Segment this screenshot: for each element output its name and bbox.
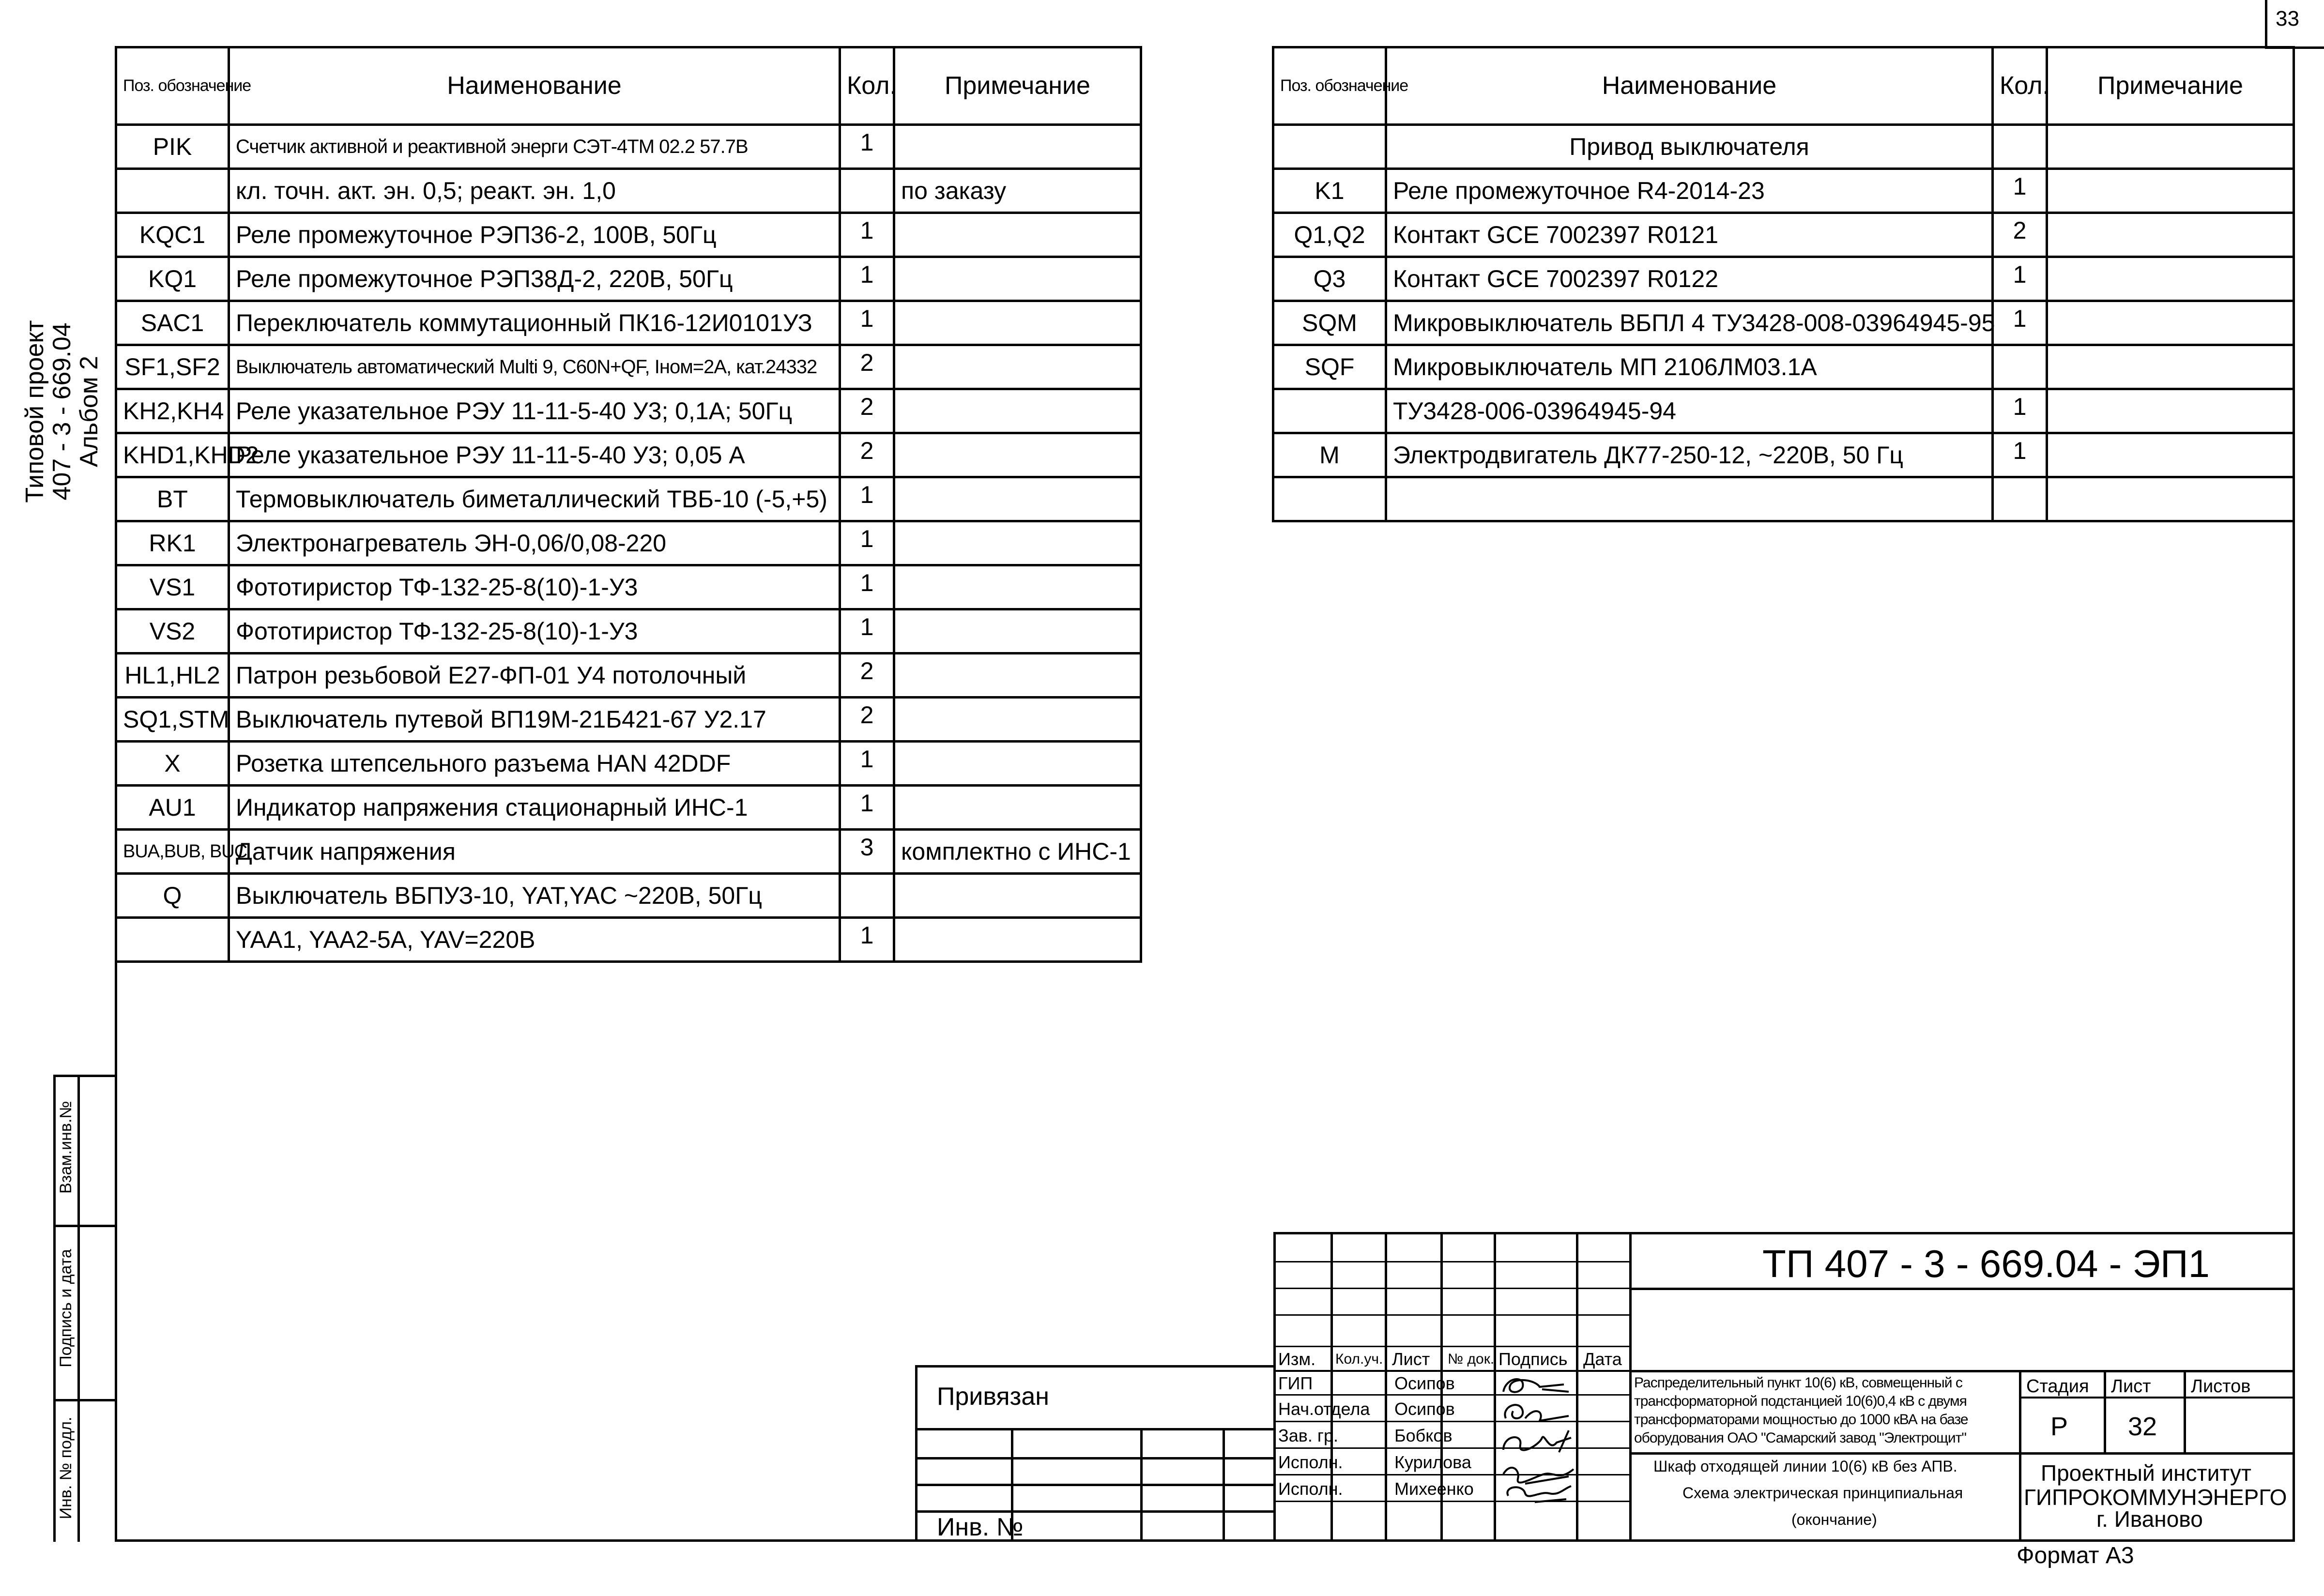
cell-name: Розетка штепсельного разъема HAN 42DDF	[229, 742, 840, 786]
table-row	[116, 786, 1141, 830]
cell-note	[894, 786, 1141, 830]
right-table-header-row	[1273, 47, 2294, 125]
table-row	[116, 565, 1141, 609]
cell-qty	[1993, 345, 2047, 389]
tb-role-5: Исполн.	[1278, 1479, 1343, 1499]
tb-name-2: Осипов	[1394, 1399, 1455, 1419]
table-row	[116, 830, 1141, 874]
table-row	[116, 918, 1141, 962]
tb-sheet-sheets-divider	[2184, 1370, 2186, 1452]
cell-name: Реле указательное РЭУ 11-11-5-40 У3; 0,1А; 50Гц	[229, 389, 840, 433]
table-row	[1273, 301, 2294, 345]
cell-qty: 1	[1993, 257, 2047, 301]
cell-qty: 1	[840, 742, 894, 786]
cell-qty: 2	[840, 654, 894, 698]
table-row	[116, 213, 1141, 257]
table-row	[116, 654, 1141, 698]
tb-org-line2: ГИПРОКОММУНЭНЕРГО	[2024, 1485, 2287, 1510]
tb-v2	[1385, 1232, 1387, 1542]
cell-name: Контакт GCE 7002397 R0122	[1386, 257, 1993, 301]
tb-col-sheet: Лист	[1392, 1349, 1430, 1369]
cell-qty: 1	[840, 565, 894, 609]
cell-pos	[1273, 389, 1386, 433]
tb-col-docnum: № док.	[1448, 1351, 1495, 1367]
tb-h3	[1273, 1314, 1632, 1316]
tb-left	[1273, 1232, 1276, 1542]
cell-qty: 1	[840, 477, 894, 521]
tb-stage-label: Стадия	[2026, 1376, 2089, 1397]
header-pos: Поз. обозначение	[1273, 47, 1386, 125]
table-row	[1273, 389, 2294, 433]
table-row	[116, 301, 1141, 345]
cell-qty: 1	[840, 257, 894, 301]
tb-col-change: Изм.	[1278, 1349, 1316, 1369]
cell-name: кл. точн. акт. эн. 0,5; реакт. эн. 1,0	[229, 169, 840, 213]
cell-name: Патрон резьбовой Е27-ФП-01 У4 потолочный	[229, 654, 840, 698]
cell-qty: 3	[840, 830, 894, 874]
tb-stage-value: Р	[2050, 1412, 2068, 1441]
cell-note: комплектно с ИНС-1	[894, 830, 1141, 874]
cell-note	[894, 433, 1141, 477]
left-table-header-row	[116, 47, 1141, 125]
table-row	[116, 698, 1141, 742]
left-spec-table	[115, 46, 1142, 963]
cell-qty: 1	[1993, 433, 2047, 477]
cell-note: по заказу	[894, 169, 1141, 213]
cell-qty: 2	[840, 389, 894, 433]
cell-note	[894, 565, 1141, 609]
cell-pos: Q	[116, 874, 229, 918]
header-note: Примечание	[2047, 47, 2294, 125]
sheet-corner-number: 33	[2276, 7, 2299, 30]
tb-object-bottom	[1632, 1452, 2295, 1455]
cell-qty: 1	[1993, 301, 2047, 345]
binding-inventory-label: Инв. №	[937, 1513, 1024, 1541]
cell-pos: BT	[116, 477, 229, 521]
tb-col-signature: Подпись	[1498, 1349, 1568, 1369]
cell-qty	[840, 874, 894, 918]
signature-3	[1503, 1430, 1571, 1452]
cell-name: Фототиристор ТФ-132-25-8(10)-1-У3	[229, 565, 840, 609]
binding-row2	[915, 1457, 1273, 1459]
binding-title: Привязан	[937, 1383, 1050, 1411]
cell-note	[2047, 125, 2294, 169]
cell-name: YAA1, YAA2-5A, YAV=220B	[229, 918, 840, 962]
table-row	[116, 874, 1141, 918]
cell-pos: SAC1	[116, 301, 229, 345]
cell-pos-text: BUA,BUB, BUC	[123, 841, 247, 862]
tb-name-5: Михеенко	[1394, 1479, 1474, 1499]
cell-note	[894, 918, 1141, 962]
cell-qty	[1993, 477, 2047, 521]
cell-name: Микровыключатель ВБПЛ 4 ТУ3428-008-03964945-95	[1386, 301, 1993, 345]
tb-object-line2: трансформаторной подстанцией 10(6)0,4 кВ с двумя	[1634, 1393, 1967, 1409]
cell-note	[894, 345, 1141, 389]
table-row	[1273, 213, 2294, 257]
cell-note	[894, 874, 1141, 918]
tb-role-3: Зав. гр.	[1278, 1426, 1339, 1445]
header-qty: Кол.	[840, 47, 894, 125]
tb-role-1: ГИП	[1278, 1373, 1313, 1393]
tb-role-2: Нач.отдела	[1278, 1399, 1370, 1419]
cell-qty: 1	[840, 918, 894, 962]
signature-1	[1503, 1379, 1569, 1392]
cell-note	[894, 698, 1141, 742]
cell-note	[2047, 257, 2294, 301]
cell-note	[894, 125, 1141, 169]
stamp-label-replacement: Взам.инв.№	[57, 1101, 75, 1194]
cell-note	[2047, 169, 2294, 213]
tb-h4	[1273, 1346, 1632, 1347]
table-row	[1273, 345, 2294, 389]
cell-qty: 1	[1993, 389, 2047, 433]
cell-name: Контакт GCE 7002397 R0121	[1386, 213, 1993, 257]
table-row	[116, 477, 1141, 521]
cell-pos: Q3	[1273, 257, 1386, 301]
cell-pos	[116, 830, 247, 874]
cell-note	[2047, 433, 2294, 477]
binding-row3	[915, 1484, 1273, 1486]
cell-pos: VS1	[116, 565, 229, 609]
cell-note	[2047, 345, 2294, 389]
frame-bottom-line	[115, 1539, 2295, 1542]
signature-5	[1507, 1486, 1571, 1502]
cell-note	[894, 742, 1141, 786]
table-row	[116, 433, 1141, 477]
tb-sheet-line2: Схема электрическая принципиальная	[1682, 1484, 1963, 1502]
tb-v6	[1629, 1232, 1632, 1542]
table-row	[116, 742, 1141, 786]
signature-2	[1505, 1405, 1569, 1421]
table-row	[1273, 169, 2294, 213]
cell-note	[2047, 389, 2294, 433]
tb-object-line3: трансформаторами мощностью до 1000 кВА на базе	[1634, 1412, 1968, 1428]
tb-object-line4: оборудования ОАО "Самарский завод "Электрощит"	[1634, 1430, 1966, 1446]
cell-pos: K1	[1273, 169, 1386, 213]
project-line2: 407 - 3 - 669.04	[48, 322, 76, 501]
binding-row1	[915, 1428, 1273, 1430]
cell-pos	[116, 169, 229, 213]
cell-name: Переключатель коммутационный ПК16-12И0101УЗ	[229, 301, 840, 345]
cell-qty: 2	[840, 433, 894, 477]
cell-pos: KQ1	[116, 257, 229, 301]
project-vertical-label	[21, 266, 103, 557]
header-name: Наименование	[229, 47, 840, 125]
tb-top	[1273, 1232, 2295, 1234]
tb-sheet-value: 32	[2128, 1412, 2157, 1441]
header-name: Наименование	[1386, 47, 1993, 125]
cell-qty	[1993, 125, 2047, 169]
cell-pos: KHD1,KHD2	[116, 433, 229, 477]
corner-box-left-border	[2265, 0, 2267, 48]
binding-col2	[1140, 1428, 1143, 1542]
cell-qty: 1	[840, 609, 894, 654]
table-row	[1273, 477, 2294, 521]
cell-note	[894, 609, 1141, 654]
cell-note	[894, 389, 1141, 433]
table-row	[116, 125, 1141, 169]
cell-name: Реле промежуточное РЭП36-2, 100В, 50Гц	[229, 213, 840, 257]
tb-code-divider	[1632, 1288, 2295, 1290]
tb-stage-left	[2019, 1370, 2021, 1542]
cell-note	[894, 521, 1141, 565]
cell-name: Электродвигатель ДК77-250-12, ~220В, 50 Гц	[1386, 433, 1993, 477]
cell-pos	[1273, 125, 1386, 169]
stamp-label-signature-date: Подпись и дата	[57, 1249, 75, 1368]
cell-pos: RK1	[116, 521, 229, 565]
cell-name: ТУ3428-006-03964945-94	[1386, 389, 1993, 433]
cell-name: Реле промежуточное R4-2014-23	[1386, 169, 1993, 213]
cell-pos: SQF	[1273, 345, 1386, 389]
project-line3: Альбом 2	[75, 356, 103, 467]
cell-qty: 1	[1993, 169, 2047, 213]
table-row	[1273, 125, 2294, 169]
cell-name: Электронагреватель ЭН-0,06/0,08-220	[229, 521, 840, 565]
cell-pos: M	[1273, 433, 1386, 477]
cell-pos: SQ1,STM	[116, 698, 229, 742]
cell-qty: 2	[840, 698, 894, 742]
cell-pos: X	[116, 742, 229, 786]
cell-name: Выключатель ВБПУЗ-10, YAT,YAC ~220В, 50Гц	[229, 874, 840, 918]
cell-pos: VS2	[116, 609, 229, 654]
cell-note	[894, 654, 1141, 698]
cell-pos: SF1,SF2	[116, 345, 229, 389]
stamp-column-mid	[77, 1075, 80, 1542]
tb-org-line3: г. Иваново	[2096, 1506, 2203, 1532]
cell-name: Выключатель автоматический Multi 9, C60N+QF, Iном=2А, кат.24332	[229, 345, 840, 389]
cell-qty: 1	[840, 521, 894, 565]
tb-stage-sheet-divider	[2104, 1370, 2106, 1452]
cell-name: Индикатор напряжения стационарный ИНС-1	[229, 786, 840, 830]
cell-name: Счетчик активной и реактивной энерги СЭТ-4ТМ 02.2 57.7В	[229, 125, 840, 169]
cell-pos: KQC1	[116, 213, 229, 257]
cell-qty: 1	[840, 125, 894, 169]
cell-note	[894, 477, 1141, 521]
tb-sheet-label: Лист	[2111, 1376, 2151, 1397]
table-row	[116, 521, 1141, 565]
cell-name: Термовыключатель биметаллический ТВБ-10 (-5,+5)	[229, 477, 840, 521]
header-qty: Кол.	[1993, 47, 2047, 125]
tb-h5	[1273, 1370, 1632, 1372]
cell-pos	[116, 918, 229, 962]
cell-name: Реле указательное РЭУ 11-11-5-40 У3; 0,05 А	[229, 433, 840, 477]
cell-pos: Q1,Q2	[1273, 213, 1386, 257]
table-row	[1273, 433, 2294, 477]
table-row	[1273, 257, 2294, 301]
tb-object-top	[1632, 1370, 2295, 1372]
stamp-column-left	[53, 1075, 56, 1542]
tb-sheets-label: Листов	[2191, 1376, 2251, 1397]
cell-pos	[1273, 477, 1386, 521]
tb-stage-header-line	[2019, 1397, 2295, 1398]
table-row	[116, 609, 1141, 654]
cell-pos: AU1	[116, 786, 229, 830]
cell-qty: 2	[840, 345, 894, 389]
cell-qty: 1	[840, 786, 894, 830]
tb-org-line1: Проектный институт	[2041, 1460, 2251, 1486]
cell-qty	[840, 169, 894, 213]
cell-pos: HL1,HL2	[116, 654, 229, 698]
binding-col3	[1223, 1428, 1225, 1542]
table-row	[116, 169, 1141, 213]
cell-name: Фототиристор ТФ-132-25-8(10)-1-У3	[229, 609, 840, 654]
cell-qty: 1	[840, 301, 894, 345]
tb-col-count: Кол.уч.	[1335, 1351, 1383, 1367]
cell-qty: 1	[840, 213, 894, 257]
table-row	[116, 345, 1141, 389]
tb-col-date: Дата	[1583, 1349, 1622, 1369]
tb-name-4: Курилова	[1394, 1452, 1471, 1472]
project-line1: Типовой проект	[21, 320, 49, 503]
binding-left	[915, 1365, 917, 1542]
tb-format: Формат А3	[2017, 1543, 2134, 1568]
cell-note	[894, 213, 1141, 257]
table-row	[116, 257, 1141, 301]
right-spec-table	[1272, 46, 2295, 522]
cell-name: Датчик напряжения	[229, 830, 840, 874]
cell-pos: KH2,KH4	[116, 389, 229, 433]
signatures-drawing	[1496, 1372, 1578, 1505]
header-note: Примечание	[894, 47, 1141, 125]
cell-note	[894, 257, 1141, 301]
cell-note	[2047, 301, 2294, 345]
cell-name: Микровыключатель МП 2106ЛМ03.1А	[1386, 345, 1993, 389]
signature-4	[1503, 1468, 1574, 1484]
tb-name-1: Осипов	[1394, 1373, 1455, 1393]
tb-role-4: Исполн.	[1278, 1452, 1343, 1472]
tb-sheet-line1: Шкаф отходящей линии 10(6) кВ без АПВ.	[1653, 1458, 1957, 1475]
stamp-label-inventory: Инв. № подл.	[57, 1416, 75, 1520]
header-pos: Поз. обозначение	[116, 47, 229, 125]
binding-top	[915, 1365, 1273, 1368]
tb-name-3: Бобков	[1394, 1426, 1452, 1445]
tb-h1	[1273, 1261, 1632, 1262]
cell-pos: SQM	[1273, 301, 1386, 345]
tb-document-code: ТП 407 - 3 - 669.04 - ЭП1	[1762, 1242, 2210, 1285]
cell-note	[894, 301, 1141, 345]
tb-h2	[1273, 1288, 1632, 1289]
cell-note	[2047, 213, 2294, 257]
cell-qty: 2	[1993, 213, 2047, 257]
cell-note	[2047, 477, 2294, 521]
cell-name: Выключатель путевой ВП19М-21Б421-67 У2.17	[229, 698, 840, 742]
cell-name: Привод выключателя	[1386, 125, 1993, 169]
tb-object-line1: Распределительный пункт 10(6) кВ, совмещенный с	[1634, 1375, 1962, 1391]
tb-sheet-line3: (окончание)	[1791, 1511, 1877, 1528]
cell-name: Реле промежуточное РЭП38Д-2, 220В, 50Гц	[229, 257, 840, 301]
table-row	[116, 389, 1141, 433]
cell-pos: PIK	[116, 125, 229, 169]
cell-name	[1386, 477, 1993, 521]
